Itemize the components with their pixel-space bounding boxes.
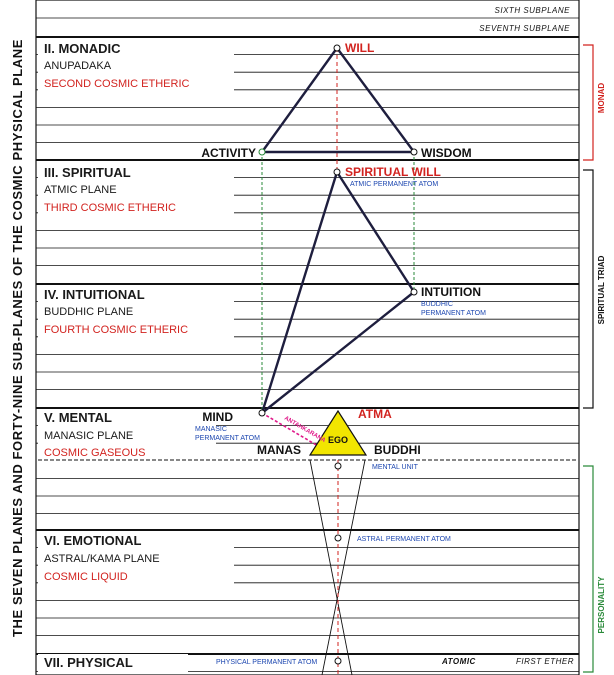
astral-atom-label: ASTRAL PERMANENT ATOM — [357, 536, 451, 543]
activity-node — [259, 149, 265, 155]
funnel-left — [310, 460, 352, 675]
atomic-label: ATOMIC — [442, 657, 476, 666]
wisdom-node — [411, 149, 417, 155]
plane-title-spiritual: III. SPIRITUAL — [44, 165, 131, 180]
monadic-triangle — [262, 48, 414, 152]
monad-bracket — [583, 45, 593, 160]
spiritual-triad-triangle — [262, 172, 414, 413]
manasic-atom-label-2: PERMANENT ATOM — [195, 435, 260, 442]
activity-label: ACTIVITY — [201, 146, 256, 160]
buddhic-atom-label-1: BUDDHIC — [421, 301, 453, 308]
physical-atom-label: PHYSICAL PERMANENT ATOM — [216, 659, 318, 666]
plane-sub-mental: MANASIC PLANE — [44, 430, 134, 442]
atmic-atom-label: ATMIC PERMANENT ATOM — [350, 181, 439, 188]
antahkarana-label: ANTAHKARANA — [283, 415, 327, 445]
triad-label: SPIRITUAL TRIAD — [597, 255, 606, 325]
atma-label: ATMA — [358, 407, 392, 421]
plane-title-physical: VII. PHYSICAL — [44, 655, 133, 670]
buddhi-label: BUDDHI — [374, 443, 421, 457]
personality-bracket — [583, 466, 593, 672]
plane-title-monadic: II. MONADIC — [44, 41, 121, 56]
spiritual-will-label: SPIRITUAL WILL — [345, 165, 441, 179]
monad-label: MONAD — [597, 82, 606, 114]
manas-label: MANAS — [257, 443, 301, 457]
plane-title-intuitional: IV. INTUITIONAL — [44, 287, 145, 302]
funnel-right — [322, 460, 365, 675]
will-node — [334, 45, 340, 51]
plane-etheric-spiritual: THIRD COSMIC ETHERIC — [44, 202, 176, 214]
triad-bracket — [583, 170, 593, 408]
seventh-subplane-label: SEVENTH SUBPLANE — [479, 24, 570, 33]
intuition-node — [411, 289, 417, 295]
mental-unit-label: MENTAL UNIT — [372, 464, 418, 471]
will-label: WILL — [345, 41, 375, 55]
astral-atom-node — [335, 535, 341, 541]
personality-label: PERSONALITY — [597, 576, 606, 634]
wisdom-label: WISDOM — [421, 146, 472, 160]
plane-etheric-monadic: SECOND COSMIC ETHERIC — [44, 78, 190, 90]
plane-sub-monadic: ANUPADAKA — [44, 60, 112, 72]
mental-unit-node — [335, 463, 341, 469]
manasic-atom-label-1: MANASIC — [195, 426, 227, 433]
plane-sub-spiritual: ATMIC PLANE — [44, 184, 117, 196]
spiritual-will-node — [334, 169, 340, 175]
plane-title-mental: V. MENTAL — [44, 410, 112, 425]
ego-label: EGO — [327, 435, 349, 445]
mind-node — [259, 410, 265, 416]
mind-label: MIND — [202, 410, 233, 424]
intuition-label: INTUITION — [421, 285, 481, 299]
plane-etheric-intuitional: FOURTH COSMIC ETHERIC — [44, 324, 189, 336]
sixth-subplane-label: SIXTH SUBPLANE — [494, 6, 570, 15]
first-ether-label: FIRST ETHER — [516, 657, 574, 666]
vertical-title: THE SEVEN PLANES AND FORTY-NINE SUB-PLANES OF THE COSMIC PHYSICAL PLANE — [10, 38, 25, 638]
plane-etheric-mental: COSMIC GASEOUS — [44, 447, 146, 459]
plane-etheric-emotional: COSMIC LIQUID — [44, 571, 128, 583]
plane-sub-emotional: ASTRAL/KAMA PLANE — [44, 553, 160, 565]
physical-atom-node — [335, 658, 341, 664]
plane-title-emotional: VI. EMOTIONAL — [44, 533, 142, 548]
plane-sub-intuitional: BUDDHIC PLANE — [44, 306, 134, 318]
buddhic-atom-label-2: PERMANENT ATOM — [421, 310, 486, 317]
